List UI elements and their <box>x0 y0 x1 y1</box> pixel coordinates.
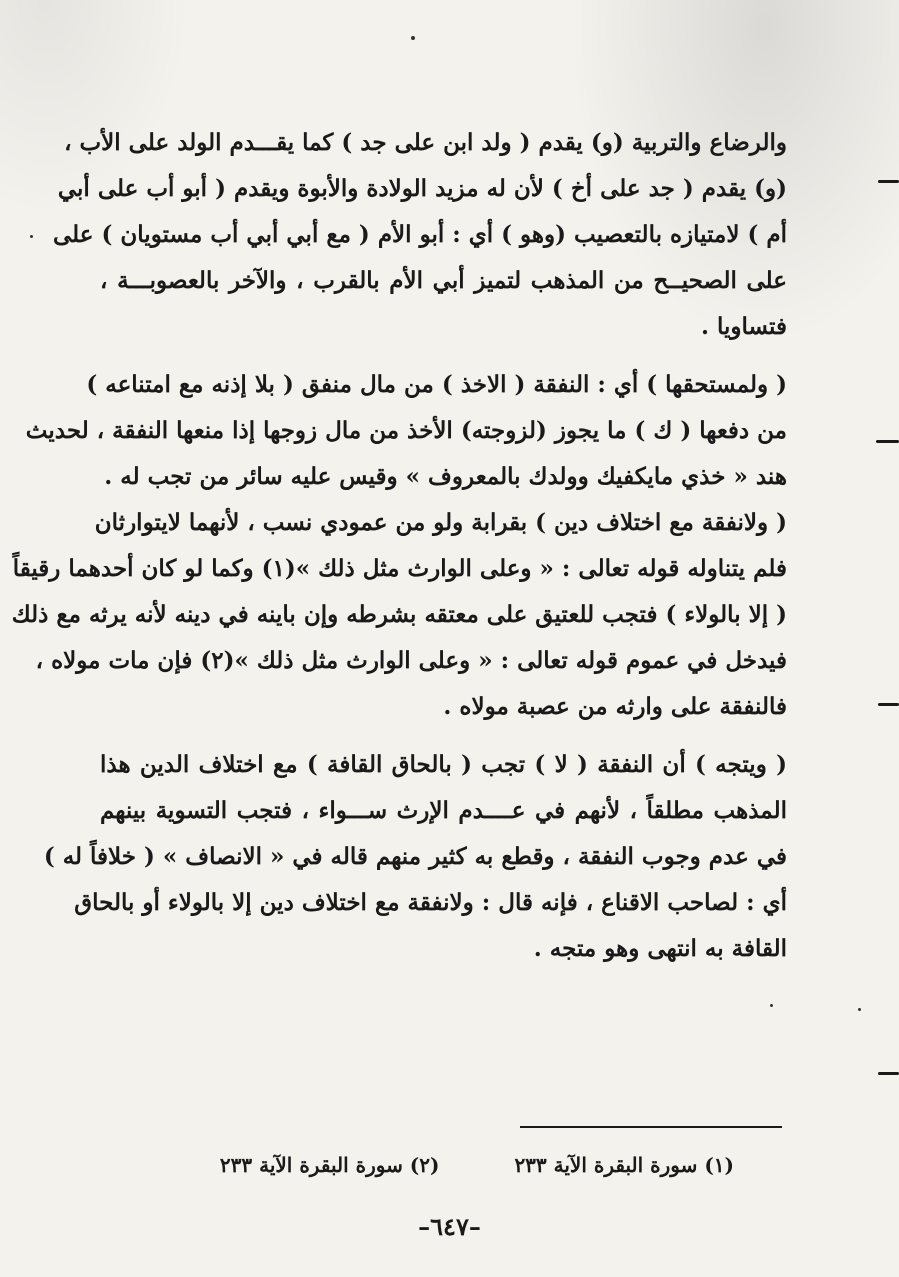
scan-speck <box>770 1004 773 1007</box>
text-line: ( ولانفقة مع اختلاف دين ) بقرابة ولو من عمودي نسب ، لأنهما لايتوارثان <box>94 509 787 536</box>
text-line: فيدخل في عموم قوله تعالى : « وعلى الوارث مثل ذلك »(٢) فإن مات مولاه ، <box>35 647 787 674</box>
scan-mark <box>876 440 899 443</box>
paragraph-2 <box>25 362 787 500</box>
text-line: على الصحيــح من المذهب لتميز أبي الأم بالقرب ، والآخر بالعصوبـــة ، <box>100 267 787 294</box>
text-line: أم ) لامتيازه بالتعصيب (وهو ) أي : أبو الأم ( مع أبي أبي أب مستويان ) على <box>53 221 787 248</box>
text-line: ( ولمستحقها ) أي : النفقة ( الاخذ ) من مال منفق ( بلا إذنه مع امتناعه ) <box>86 371 787 398</box>
text-line: أي : لصاحب الاقناع ، فإنه قال : ولانفقة مع اختلاف دين إلا بالولاء أو بالحاق <box>74 889 787 916</box>
text-line: هند « خذي مايكفيك وولدك بالمعروف » وقيس عليه سائر من تجب له . <box>104 463 787 490</box>
scan-speck <box>858 1008 861 1011</box>
scan-mark <box>878 1072 899 1075</box>
paragraph-gap <box>100 730 787 742</box>
scan-speck <box>30 235 33 238</box>
body-text <box>11 120 787 972</box>
scan-speck <box>411 36 415 40</box>
footnote-2: (٢) سورة البقرة الآية ٢٣٣ <box>219 1153 440 1177</box>
text-line: فالنفقة على وارثه من عصبة مولاه . <box>443 693 787 720</box>
text-line: ( ويتجه ) أن النفقة ( لا ) تجب ( بالحاق القافة ) مع اختلاف الدين هذا <box>100 751 787 778</box>
paragraph-3 <box>11 500 787 730</box>
text-line: (و) يقدم ( جد على أخ ) لأن له مزيد الولادة والأبوة ويقدم ( أبو أب على أبي <box>57 175 787 202</box>
scan-mark <box>878 180 899 183</box>
text-line: القافة به انتهى وهو متجه . <box>533 935 787 962</box>
text-line: والرضاع والتربية (و) يقدم ( ولد ابن على جد ) كما يقـــدم الولد على الأب ، <box>64 129 787 156</box>
paragraph-gap <box>100 350 787 362</box>
paragraph-1 <box>53 120 787 350</box>
text-line: فتساويا . <box>701 313 787 340</box>
text-line: فلم يتناوله قوله تعالى : « وعلى الوارث مثل ذلك »(١) وكما لو كان أحدهما رقيقاً <box>12 555 787 582</box>
paragraph-4 <box>43 742 787 972</box>
text-line: المذهب مطلقاً ، لأنهم في عــــدم الإرث ســـواء ، فتجب التسوية بينهم <box>100 797 787 824</box>
text-line: من دفعها ( ك ) ما يجوز (لزوجته) الأخذ من مال زوجها إذا منعها النفقة ، لحديث <box>25 417 787 444</box>
text-line: ( إلا بالولاء ) فتجب للعتيق على معتقه بشرطه وإن باينه في دينه لأنه يرثه مع ذلك <box>11 601 787 628</box>
footnote-1: (١) سورة البقرة الآية ٢٣٣ <box>514 1153 734 1177</box>
text-line: في عدم وجوب النفقة ، وقطع به كثير منهم قاله في « الانصاف » ( خلافاً له ) <box>43 843 787 870</box>
scan-mark <box>878 703 899 706</box>
page-number: –٦٤٧– <box>418 1212 481 1241</box>
footnote-divider <box>520 1126 782 1128</box>
footnotes <box>220 1153 734 1177</box>
